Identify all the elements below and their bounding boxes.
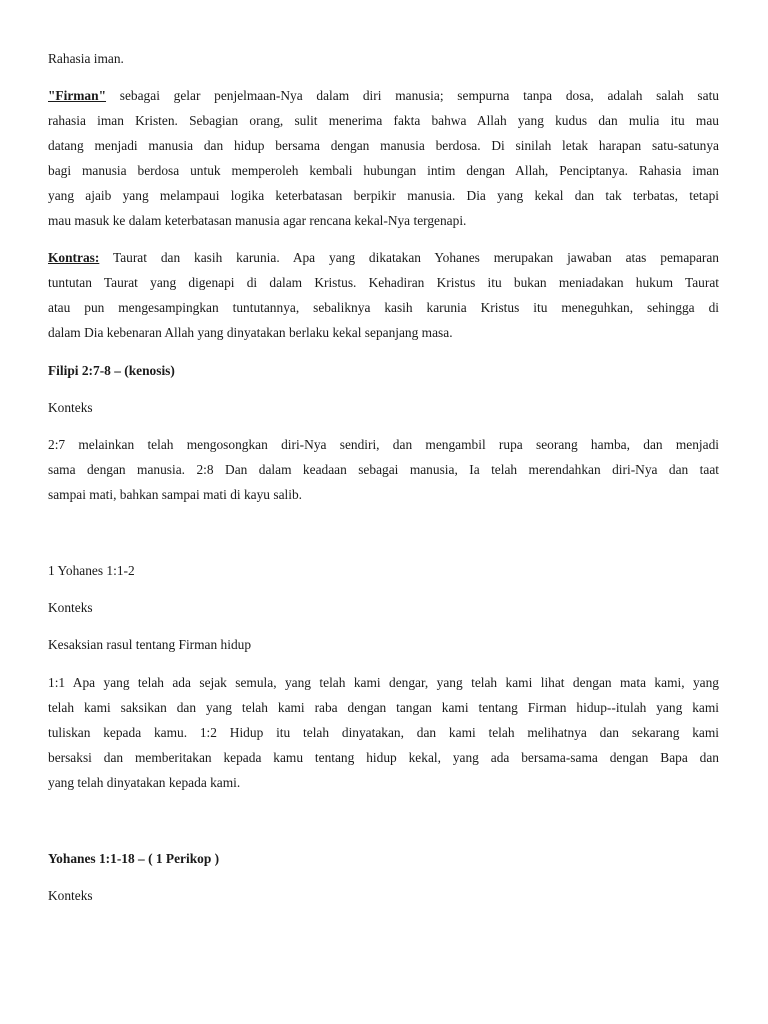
konteks-label-3: Konteks — [48, 888, 93, 903]
yohanes-1-text-line-2: telah kami saksikan dan yang telah kami raba dengan tangan kami tentang Firman hidup--itulah yang kami — [48, 700, 719, 715]
kontras-line-4: dalam Dia kebenaran Allah yang dinyatakan berlaku kekal sepanjang masa. — [48, 325, 453, 340]
kontras-line-2: tuntutan Taurat yang digenapi di dalam Kristus. Kehadiran Kristus itu bukan meniadakan hukum Taurat — [48, 275, 719, 290]
firman-line-5: yang ajaib yang melampaui logika keterbatasan berpikir manusia. Dia yang kekal dan tak terbatas, tetapi — [48, 188, 719, 203]
yohanes-1-text-line-3: tuliskan kepada kamu. 1:2 Hidup itu telah dinyatakan, dan kami telah melihatnya dan sekarang kami — [48, 725, 719, 740]
yohanes-1-heading: 1 Yohanes 1:1-2 — [48, 563, 135, 578]
kesaksian-line: Kesaksian rasul tentang Firman hidup — [48, 637, 252, 652]
konteks-label-2: Konteks — [48, 600, 93, 615]
yohanes-heading: Yohanes 1:1-18 – ( 1 Perikop ) — [48, 851, 220, 866]
firman-line-6: mau masuk ke dalam keterbatasan manusia agar rencana kekal-Nya tergenapi. — [48, 213, 467, 228]
filipi-heading: Filipi 2:7-8 – (kenosis) — [48, 363, 175, 378]
kontras-term: Kontras: — [48, 250, 100, 265]
firman-line-3: datang menjadi manusia dan hidup bersama dengan manusia berdosa. Di sinilah letak harapan satu-satunya — [48, 138, 719, 153]
filipi-text-line-3: sampai mati, bahkan sampai mati di kayu salib. — [48, 487, 302, 502]
firman-line-4: bagi manusia berdosa untuk memperoleh kembali hubungan intim dengan Allah, Penciptanya. Rahasia iman — [48, 163, 719, 178]
firman-line-2: rahasia iman Kristen. Sebagian orang, sulit menerima fakta bahwa Allah yang kudus dan mulia itu mau — [48, 113, 719, 128]
kontras-line-1-text: Taurat dan kasih karunia. Apa yang dikatakan Yohanes merupakan jawaban atas pemaparan — [99, 250, 719, 265]
heading-rahasia-iman: Rahasia iman. — [48, 51, 124, 66]
filipi-text-line-2: sama dengan manusia. 2:8 Dan dalam keadaan sebagai manusia, Ia telah merendahkan diri-Nya dan taat — [48, 462, 719, 477]
yohanes-1-text-line-4: bersaksi dan memberitakan kepada kamu tentang hidup kekal, yang ada bersama-sama dengan Bapa dan — [48, 750, 719, 765]
kontras-line-3: atau pun mengesampingkan tuntutannya, sebaliknya kasih karunia Kristus itu meneguhkan, sehingga di — [48, 300, 719, 315]
konteks-label-1: Konteks — [48, 400, 93, 415]
firman-line-1-text: sebagai gelar penjelmaan-Nya dalam diri manusia; sempurna tanpa dosa, adalah salah satu — [106, 88, 719, 103]
firman-term: "Firman" — [48, 88, 107, 103]
firman-line-1 — [48, 88, 719, 104]
kontras-line-1 — [48, 250, 719, 266]
filipi-text-line-1: 2:7 melainkan telah mengosongkan diri-Nya sendiri, dan mengambil rupa seorang hamba, dan menjadi — [48, 437, 719, 452]
yohanes-1-text-line-5: yang telah dinyatakan kepada kami. — [48, 775, 241, 790]
yohanes-1-text-line-1: 1:1 Apa yang telah ada sejak semula, yang telah kami dengar, yang telah kami lihat dengan mata kami, yang — [48, 675, 719, 690]
